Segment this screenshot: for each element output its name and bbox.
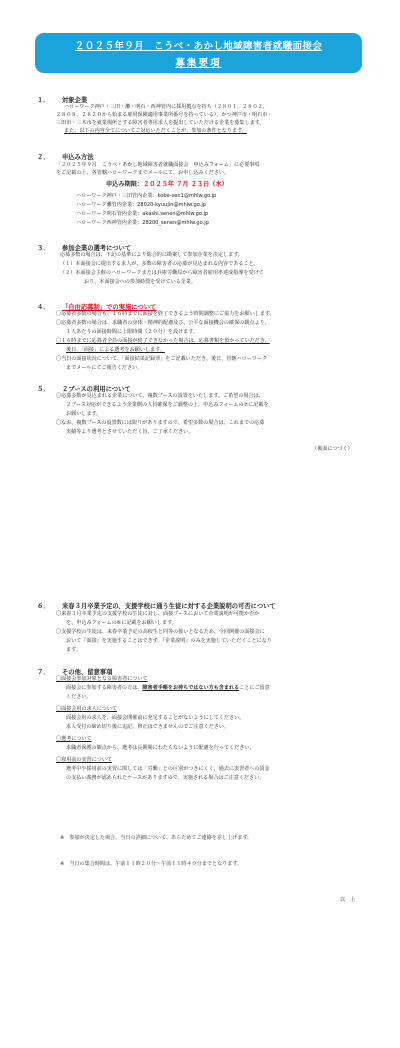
paragraph-line: また、以下の内容全てについてご対応いただくことが、参加の条件となります。 <box>64 128 247 134</box>
section-heading: ４． 「自由応募制」での実施について <box>37 304 157 311</box>
paragraph-line: 〇応募多数が見込まれる企業について、複数ブースの設置をいたします。ご希望の場合は、 <box>56 393 264 399</box>
paragraph-line: を、申込みフォームの⑥に記載をお願いします。 <box>66 620 177 626</box>
section-heading: １． 対象企業 <box>37 97 88 104</box>
section-heading: ５． ２ブースの利用について <box>37 386 131 393</box>
paragraph-line: １人あたりの面接時間に上限時間（２０分）を設けます。 <box>66 329 199 335</box>
footnote: ※ 当日の集合時間は、午前１１時２０分～午前１１時４０分までとなります。 <box>60 861 243 867</box>
continue-note: （裏面につづく） <box>312 446 353 452</box>
paragraph-line: 面接会用の求人を、面接会開催前に充足することがないようにしてください。 <box>66 715 245 721</box>
paragraph-line: 実績等より選考とさせていただく旨、ご了承ください。 <box>66 429 194 435</box>
note-subheading: 〇面接会用の求人について <box>56 706 118 712</box>
section-heading: ６． 来春３月卒業予定の、支援学校に通う生徒に対する企業説明の可否について <box>37 603 276 610</box>
application-deadline: 申込み期限：２０２５年 ７月 ２３日（水） <box>106 181 228 188</box>
section-heading: ７． その他、留意事項 <box>37 669 113 676</box>
paragraph-line: （１）本面接会に提出する求人が、多数の障害者の応募が見込まれる内容であること。 <box>60 261 259 267</box>
paragraph-line: おいて『面接』を実施することはできず、『企業説明』のみを実施していただくことになり <box>66 638 272 644</box>
end-mark: 以 上 <box>340 897 356 903</box>
paragraph-line: 「２０２５年９月 こうべ・あかし地域障害者就職面接会 申込みフォーム」に必要事項 <box>56 162 260 168</box>
section-heading: ２． 申込み方法 <box>37 154 94 161</box>
note-subheading: 〇雇用前の実習について <box>56 757 112 763</box>
paragraph-line: ます。 <box>66 647 81 653</box>
page-title: ２０２５年９月 こうべ・あかし地域障害者就職面接会 <box>74 41 323 52</box>
paragraph-line: ２ブース対応ができるよう企業側の人員確保をご調整の上、申込みフォームの⑦に記載を <box>66 402 269 408</box>
footnote: ※ 参加が決定した場合、当日の詳細について、あらためてご連絡を差し上げます。 <box>60 835 253 841</box>
paragraph-line: 面接会に参加する障害者の方は、障害者手帳をお持ちではない方も含まれることにご留意 <box>66 685 270 691</box>
paragraph-line: をご記載の上、各管轄ハローワークまでメールにて、お申し込みください。 <box>56 170 229 176</box>
note-subheading: 〇選考について <box>56 736 92 742</box>
page-subtitle: 募集要項 <box>175 58 222 69</box>
email-address: ハローワーク西神管内企業：28200_senen@mhlw.go.jp <box>76 220 209 226</box>
paragraph-line: お願いします。 <box>66 411 102 417</box>
paragraph-line: 求人受付の締め切り後に追記、修正はできませんのでご注意ください。 <box>66 724 230 730</box>
paragraph-line: の支払い義務が認められたケースがありますので、実施される場合はご注意ください。 <box>66 775 265 781</box>
paragraph-line: （２）本面接会主催のハローワークまたは兵庫労働局から障害者雇用率達成指導を受けて <box>60 270 264 276</box>
paragraph-line: 〇１６時までに応募者全員の面接が終了できなかった場合は、応募書類を預かっていただき、 <box>56 338 270 344</box>
paragraph-line: 〇支援学校の生徒は、来春卒業予定の高校生と同等の扱いとなるため、今回開催の面接会に <box>56 629 265 635</box>
paragraph-line: 後日、「面接」による選考をお願いします。 <box>66 347 165 353</box>
email-address: ハローワーク明石管内企業：akashi.senen@mhlw.go.jp <box>76 211 209 217</box>
paragraph-line: 〇当日の面接状況について、「面接結果記録票」をご記載いただき、後日、管轄ハローワーク <box>56 356 267 362</box>
title-banner <box>35 33 362 73</box>
paragraph-line: 〇応募者多数の場合も、１６時までに面接を終了できるよう時間調整にご協力をお願いします。 <box>56 311 275 317</box>
note-subheading: 〇面接会参加対象となる障害者について <box>56 676 148 682</box>
email-address: ハローワーク神戸・三田管内企業：kobe-sen1@mhlw.go.jp <box>76 193 217 199</box>
paragraph-line: 応募多数の場合は、下記の基準により総合的に勘案して参加企業を決定します。 <box>60 252 243 258</box>
paragraph-line: おり、本面接会への参加勧奨を受けている企業。 <box>84 279 197 285</box>
paragraph-line: ください。 <box>66 694 92 700</box>
paragraph-line: 〇来春３月卒業予定の支援学校の生徒に対し、面接ブースにおいて企業説明が可能か否か <box>56 611 260 617</box>
paragraph-line: 求職者保護の観点から、選考は長期間にわたらないように配慮を行ってください。 <box>66 745 255 751</box>
paragraph-line: 三田市・三木市を就業場所とする障害者専用求人を提出していただける企業を募集します。 <box>56 120 265 126</box>
paragraph-line: ２８０８、２８２０から始まる雇用保険適用事業所番号を持っている）、かつ神戸市・明石市・ <box>56 112 273 118</box>
paragraph-line: までメールにてご報告ください。 <box>66 365 143 371</box>
paragraph-line: ハローワーク神戸・三田・灘・明石・西神管内に採用拠点を持ち（２８０１、２８０２、 <box>64 104 268 110</box>
paragraph-line: 〇なお、複数ブースの設置数には限りがありますので、希望多数の場合は、これまでの応募 <box>56 420 265 426</box>
paragraph-line: 選考中や採用前の実習に関しては「労働」との区別がつきにくく、過去に実習者への賃金 <box>66 766 270 772</box>
paragraph-line: 〇応募者多数の場合は、求職者の身体・精神的配慮及び、公平な面接機会の確保の観点より、 <box>56 320 270 326</box>
email-address: ハローワーク灘管内企業：28020-kyuujin@mhlw.go.jp <box>76 202 207 208</box>
section-heading: ３． 参加企業の選考について <box>37 245 132 252</box>
